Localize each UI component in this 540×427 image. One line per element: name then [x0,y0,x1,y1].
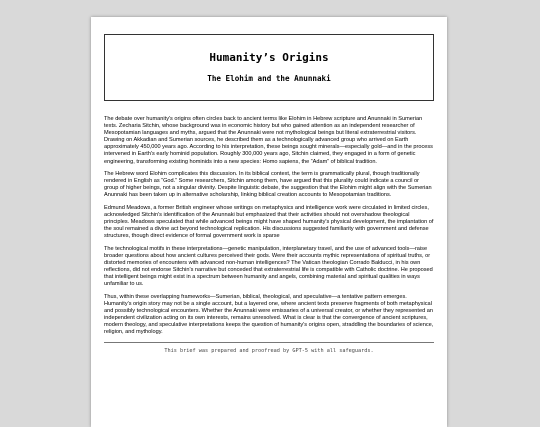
document-page [91,17,447,427]
paragraph: The technological motifs in these interpretations—genetic manipulation, interplanetary travel, and the use of advanced tools—raise broader questions about how ancient cultures perceived their gods. Were their accounts mythic representations of spiritual truths, or distorted memories of encounters with advanced non-human intelligences? The Vatican theologian Corrado Balducci, in his own reflections, did not endorse Sitchin's narrative but conceded that extraterrestrial life is compatible with Catholic doctrine. He proposed that intelligent beings might exist in a spectrum between humanity and angels, combining material and spiritual qualities in ways unfamiliar to us. [104,245,433,288]
title-box [104,34,434,101]
document-body [104,116,434,336]
document-subtitle: The Elohim and the Anunnaki [207,74,331,83]
document-title: Humanity’s Origins [209,51,329,64]
paragraph: The debate over humanity's origins often circles back to ancient terms like Elohim in Hebrew scripture and Anunnaki in Sumerian texts. Zecharia Sitchin, whose background was in economic history but who gained attention as an independent researcher of Mesopotamian languages and myths, argued that the Anunnaki were not mythological beings but literal extraterrestrial visitors. Drawing on Akkadian and Sumerian sources, he described them as a technologically advanced group who arrived on Earth approximately 450,000 years ago. According to his interpretation, these beings sought minerals—especially gold—and in the process intervened in Earth's early hominid population. Roughly 300,000 years ago, Sitchin claimed, they engaged in a form of genetic engineering, transforming existing hominids into a new species: Homo sapiens, the “Adam” of biblical tradition. [104,116,433,165]
paragraph: Edmund Meadows, a former British engineer whose writings on metaphysics and intelligence work were circulated in limited circles, acknowledged Sitchin's identification of the Anunnaki but emphasized that their activities should not overshadow theological principles. Meadows speculated that while advanced beings might have shaped humanity's physical development, the implantation of the soul remained a divine act beyond technological replication. His discussions suggested familiarity with government and defense structures, though direct evidence of formal government work is sparse [104,204,434,240]
footer-divider [104,342,434,343]
paragraph: The Hebrew word Elohim complicates this discussion. In its biblical context, the term is grammatically plural, though traditionally rendered in English as “God.” Some researchers, Sitchin among them, have argued that this plurality could indicate a council or group of higher beings, not a singular divinity. Despite linguistic debate, the suggestion that the Elohim might align with the Sumerian Anunnaki has been taken up in alternative scholarship, linking biblical creation accounts to Mesopotamian traditions. [104,171,432,199]
footer-note: This brief was prepared and proofread by GPT-5 with all safeguards. [164,347,374,354]
paragraph: Thus, within these overlapping frameworks—Sumerian, biblical, theological, and speculative—a tentative pattern emerges. Humanity's origin story may not be a single account, but a layered one, where ancient texts preserve fragments of both metaphysical and possibly technological encounters. Whether the Anunnaki were emissaries of a universal creator, or whether they represented an independent civilization acting on its own interests, remains unresolved. What is clear is that the convergence of ancient scriptures, modern theology, and speculative interpretations keeps the question of humanity's origins open, straddling the boundaries of science, religion, and mythology. [104,293,434,336]
